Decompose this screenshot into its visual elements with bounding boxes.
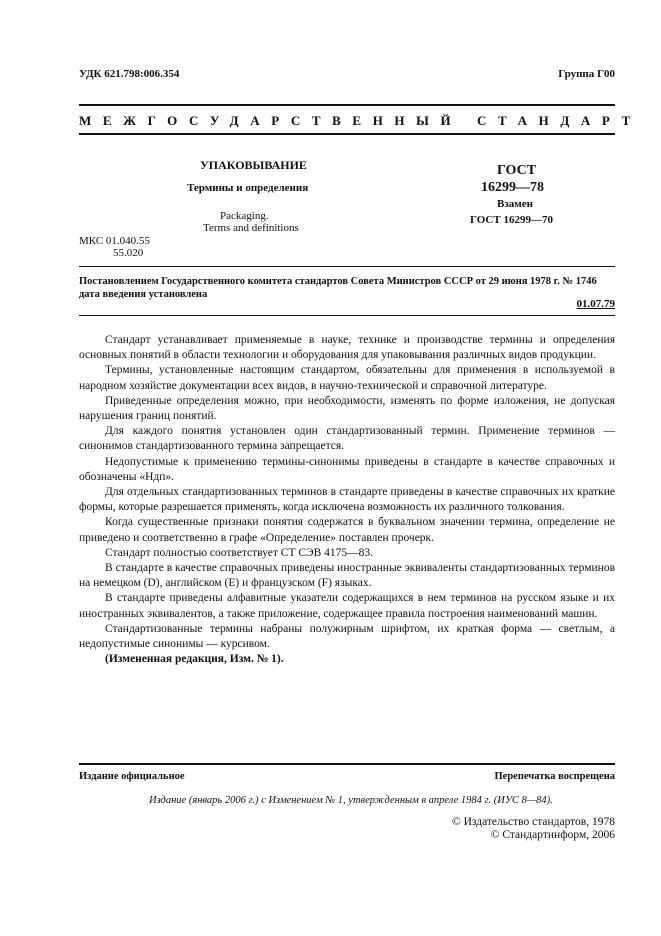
effective-date: 01.07.79 <box>576 298 615 310</box>
standard-title: УПАКОВЫВАНИЕ <box>200 158 307 172</box>
paragraph: Термины, установленные настоящим стандартом, обязательны для применения в используемой в народном хозяйстве документации всех видов, в научно-технической и справочной литературе. <box>79 364 615 392</box>
paragraph: Стандарт полностью соответствует СТ СЭВ 4175—83. <box>105 546 374 559</box>
footer-rule <box>79 763 615 765</box>
amendment-note: (Измененная редакция, Изм. № 1). <box>105 653 284 666</box>
paragraph: Когда существенные признаки понятия содержатся в буквальном значении термина, определение не приведено и соответственно в графе «Определение» поставлен прочерк. <box>79 516 615 544</box>
replaces-label: Взамен <box>497 198 533 210</box>
english-title-line-2: Terms and definitions <box>203 222 299 234</box>
gost-number: 16299—78 <box>481 180 544 195</box>
paragraph: Для каждого понятия установлен один стандартизованный термин. Применение терминов — синонимов стандартизованного термина запрещается. <box>79 425 615 453</box>
mks-code-1: МКС 01.040.55 <box>79 235 150 247</box>
replaced-gost: ГОСТ 16299—70 <box>470 214 553 226</box>
publisher-copyright-2: © Стандартинформ, 2006 <box>490 829 615 841</box>
paragraph: Приведенные определения можно, при необходимости, изменять по форме изложения, не допуская нарушения границ понятий. <box>79 394 615 423</box>
udk-code: УДК 621.798:006.354 <box>79 68 180 80</box>
decree-text: Постановлением Государственного комитета стандартов Совета Министров СССР от 29 июня 1978 г. № 1746 дата введения установлена <box>79 276 597 300</box>
paragraph: В стандарте приведены алфавитные указатели содержащихся в нем терминов на русском языке и их иностранных эквивалентов, а также приложение, содержащее правила построения наименований машин. <box>79 592 615 620</box>
paragraph: Для отдельных стандартизованных терминов в стандарте приведены в качестве справочных их краткие формы, которые разрешается применять, когда исключена возможность их различного толкования. <box>79 486 615 514</box>
paragraph: Стандарт устанавливает применяемые в науке, технике и производстве термины и определения основных понятий в области технологии и оборудования для упаковывания различных видов продукции. <box>79 334 615 362</box>
paragraph: Недопустимые к применению термины-синонимы приведены в стандарте в качестве справочных и обозначены «Ндп». <box>79 455 615 483</box>
standard-subtitle: Термины и определения <box>187 182 309 194</box>
reprint-prohibited-label: Перепечатка воспрещена <box>494 771 615 782</box>
gost-label: ГОСТ <box>497 163 537 178</box>
mks-code-2: 55.020 <box>113 247 144 259</box>
paragraph: Стандартизованные термины набраны полужирным шрифтом, их краткая форма — светлым, а недопустимые синонимы — курсивом. <box>79 622 615 651</box>
top-rule <box>79 104 615 106</box>
decree-top-rule <box>79 266 615 267</box>
interstate-standard-heading: МЕЖГОСУДАРСТВЕННЫЙ СТАНДАРТ <box>79 113 642 128</box>
group-code: Группа Г00 <box>558 68 615 80</box>
official-edition-label: Издание официальное <box>79 771 185 782</box>
edition-note: Издание (январь 2006 г.) с Изменением № 1, утвержденным в апреле 1984 г. (ИУС 8—84). <box>149 795 553 806</box>
decree-bottom-rule <box>79 315 615 316</box>
english-title-line-1: Packaging. <box>220 210 269 222</box>
paragraph: В стандарте в качестве справочных приведены иностранные эквиваленты стандартизованных терминов на немецком (D), английском (E) и французском (F) языках. <box>79 562 615 590</box>
body-text <box>79 333 615 667</box>
publisher-copyright-1: © Издательство стандартов, 1978 <box>451 816 615 828</box>
heading-rule <box>79 133 615 135</box>
